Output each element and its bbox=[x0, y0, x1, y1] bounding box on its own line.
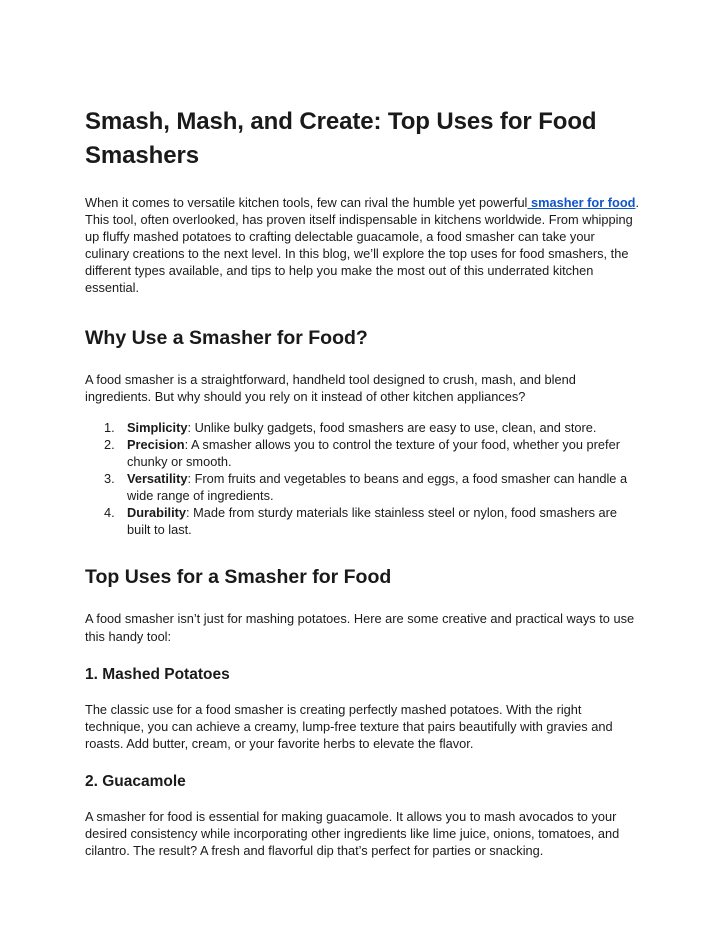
list-item-term: Durability bbox=[127, 505, 187, 521]
list-item-number: 3. bbox=[104, 471, 115, 487]
top-uses-paragraph: A food smasher isn’t just for mashing potatoes. Here are some creative and practical ways to use this handy tool: bbox=[85, 611, 635, 644]
list-item-term: Versatility bbox=[127, 471, 188, 487]
why-heading: Why Use a Smasher for Food? bbox=[85, 326, 368, 349]
guacamole-paragraph: A smasher for food is essential for making guacamole. It allows you to mash avocados to your desired consistency while incorporating other ingredients like lime juice, onions, tomatoes, and cilantro. The result? A fresh and flavorful dip that’s perfect for parties or snacking. bbox=[85, 808, 620, 859]
why-paragraph: A food smasher is a straightforward, handheld tool designed to crush, mash, and blend ingredients. But why should you rely on it instead of other kitchen appliances? bbox=[85, 371, 576, 404]
top-uses-heading: Top Uses for a Smasher for Food bbox=[85, 566, 392, 589]
list-item bbox=[85, 419, 640, 436]
list-item bbox=[85, 436, 640, 470]
list-item-number: 2. bbox=[104, 436, 115, 452]
feature-list bbox=[85, 419, 640, 539]
article-title: Smash, Mash, and Create: Top Uses for Food Smashers bbox=[85, 108, 597, 169]
list-item-description: : Unlike bulky gadgets, food smashers are easy to use, clean, and store. bbox=[187, 419, 597, 435]
list-item bbox=[85, 504, 640, 538]
list-item-number: 1. bbox=[104, 419, 115, 435]
document-page bbox=[85, 105, 640, 859]
list-item-term: Simplicity bbox=[127, 419, 188, 435]
list-item-description: : From fruits and vegetables to beans and eggs, a food smasher can handle a wide range of ingredients. bbox=[127, 471, 628, 504]
list-item-description: : A smasher allows you to control the texture of your food, whether you prefer chunky or smooth. bbox=[127, 436, 620, 469]
intro-text-after-link: . This tool, often overlooked, has proven itself indispensable in kitchens worldwide. From whipping up fluffy mashed potatoes to crafting delectable guacamole, a food smasher can take your culinary creations to the next level. In this blog, we’ll explore the top uses for food smashers, the different types available, and tips to help you make the most out of this underrated kitchen essential. bbox=[85, 195, 640, 296]
smasher-for-food-link[interactable]: smasher for food bbox=[527, 195, 636, 210]
intro-paragraph bbox=[85, 194, 640, 297]
list-item-number: 4. bbox=[104, 505, 115, 521]
list-item bbox=[85, 470, 640, 504]
mashed-potatoes-heading: 1. Mashed Potatoes bbox=[85, 665, 230, 683]
mashed-potatoes-paragraph: The classic use for a food smasher is creating perfectly mashed potatoes. With the right technique, you can achieve a creamy, lump-free texture that pairs beautifully with gravies and roasts. Add butter, cream, or your favorite herbs to elevate the flavor. bbox=[85, 701, 613, 751]
intro-text-before-link: When it comes to versatile kitchen tools, few can rival the humble yet powerful bbox=[85, 195, 528, 210]
guacamole-heading: 2. Guacamole bbox=[85, 772, 186, 790]
list-item-term: Precision bbox=[127, 436, 185, 452]
list-item-description: : Made from sturdy materials like stainless steel or nylon, food smashers are built to last. bbox=[127, 505, 618, 538]
